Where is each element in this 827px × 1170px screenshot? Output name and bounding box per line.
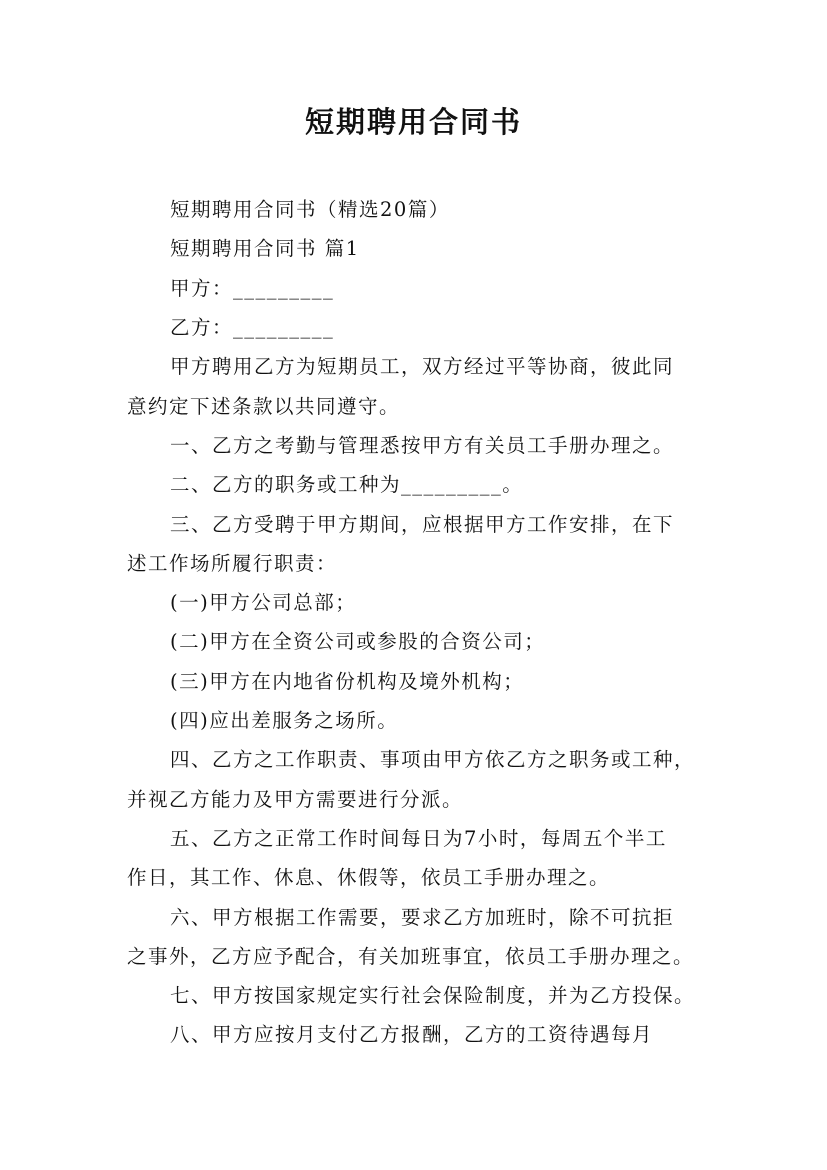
list-item: (四)应出差服务之场所。 [170, 709, 399, 732]
party-b-line: 乙方：_________ [170, 316, 335, 339]
clause-3-line: 述工作场所履行职责： [127, 552, 338, 575]
clause-6-line: 六、甲方根据工作需要，要求乙方加班时，除不可抗拒 [170, 906, 675, 929]
clause-8-line: 八、甲方应按月支付乙方报酬，乙方的工资待遇每月 [170, 1023, 654, 1046]
paragraph-line: 甲方聘用乙方为短期员工，双方经过平等协商，彼此同 [170, 355, 675, 378]
clause-5-line: 作日，其工作、休息、休假等，依员工手册办理之。 [127, 866, 611, 889]
subtitle-line: 短期聘用合同书（精选20篇） [170, 198, 450, 221]
clause-7-line: 七、甲方按国家规定实行社会保险制度，并为乙方投保。 [170, 984, 696, 1007]
document-title: 短期聘用合同书 [304, 105, 522, 139]
paragraph-line: 意约定下述条款以共同遵守。 [127, 395, 401, 418]
clause-1-line: 一、乙方之考勤与管理悉按甲方有关员工手册办理之。 [170, 434, 675, 457]
clause-4-line: 四、乙方之工作职责、事项由甲方依乙方之职务或工种， [170, 748, 696, 771]
section-heading: 短期聘用合同书 篇1 [170, 237, 360, 260]
list-item: (二)甲方在全资公司或参股的合资公司； [170, 630, 546, 653]
clause-3-line: 三、乙方受聘于甲方期间，应根据甲方工作安排，在下 [170, 513, 675, 536]
clause-5-line: 五、乙方之正常工作时间每日为7小时，每周五个半工 [170, 827, 667, 850]
clause-4-line: 并视乙方能力及甲方需要进行分派。 [127, 788, 464, 811]
clause-2-line: 二、乙方的职务或工种为_________。 [170, 473, 524, 496]
party-a-line: 甲方：_________ [170, 277, 335, 300]
clause-6-line: 之事外，乙方应予配合，有关加班事宜，依员工手册办理之。 [127, 945, 695, 968]
list-item: (三)甲方在内地省份机构及境外机构； [170, 670, 525, 693]
list-item: (一)甲方公司总部； [170, 591, 357, 614]
